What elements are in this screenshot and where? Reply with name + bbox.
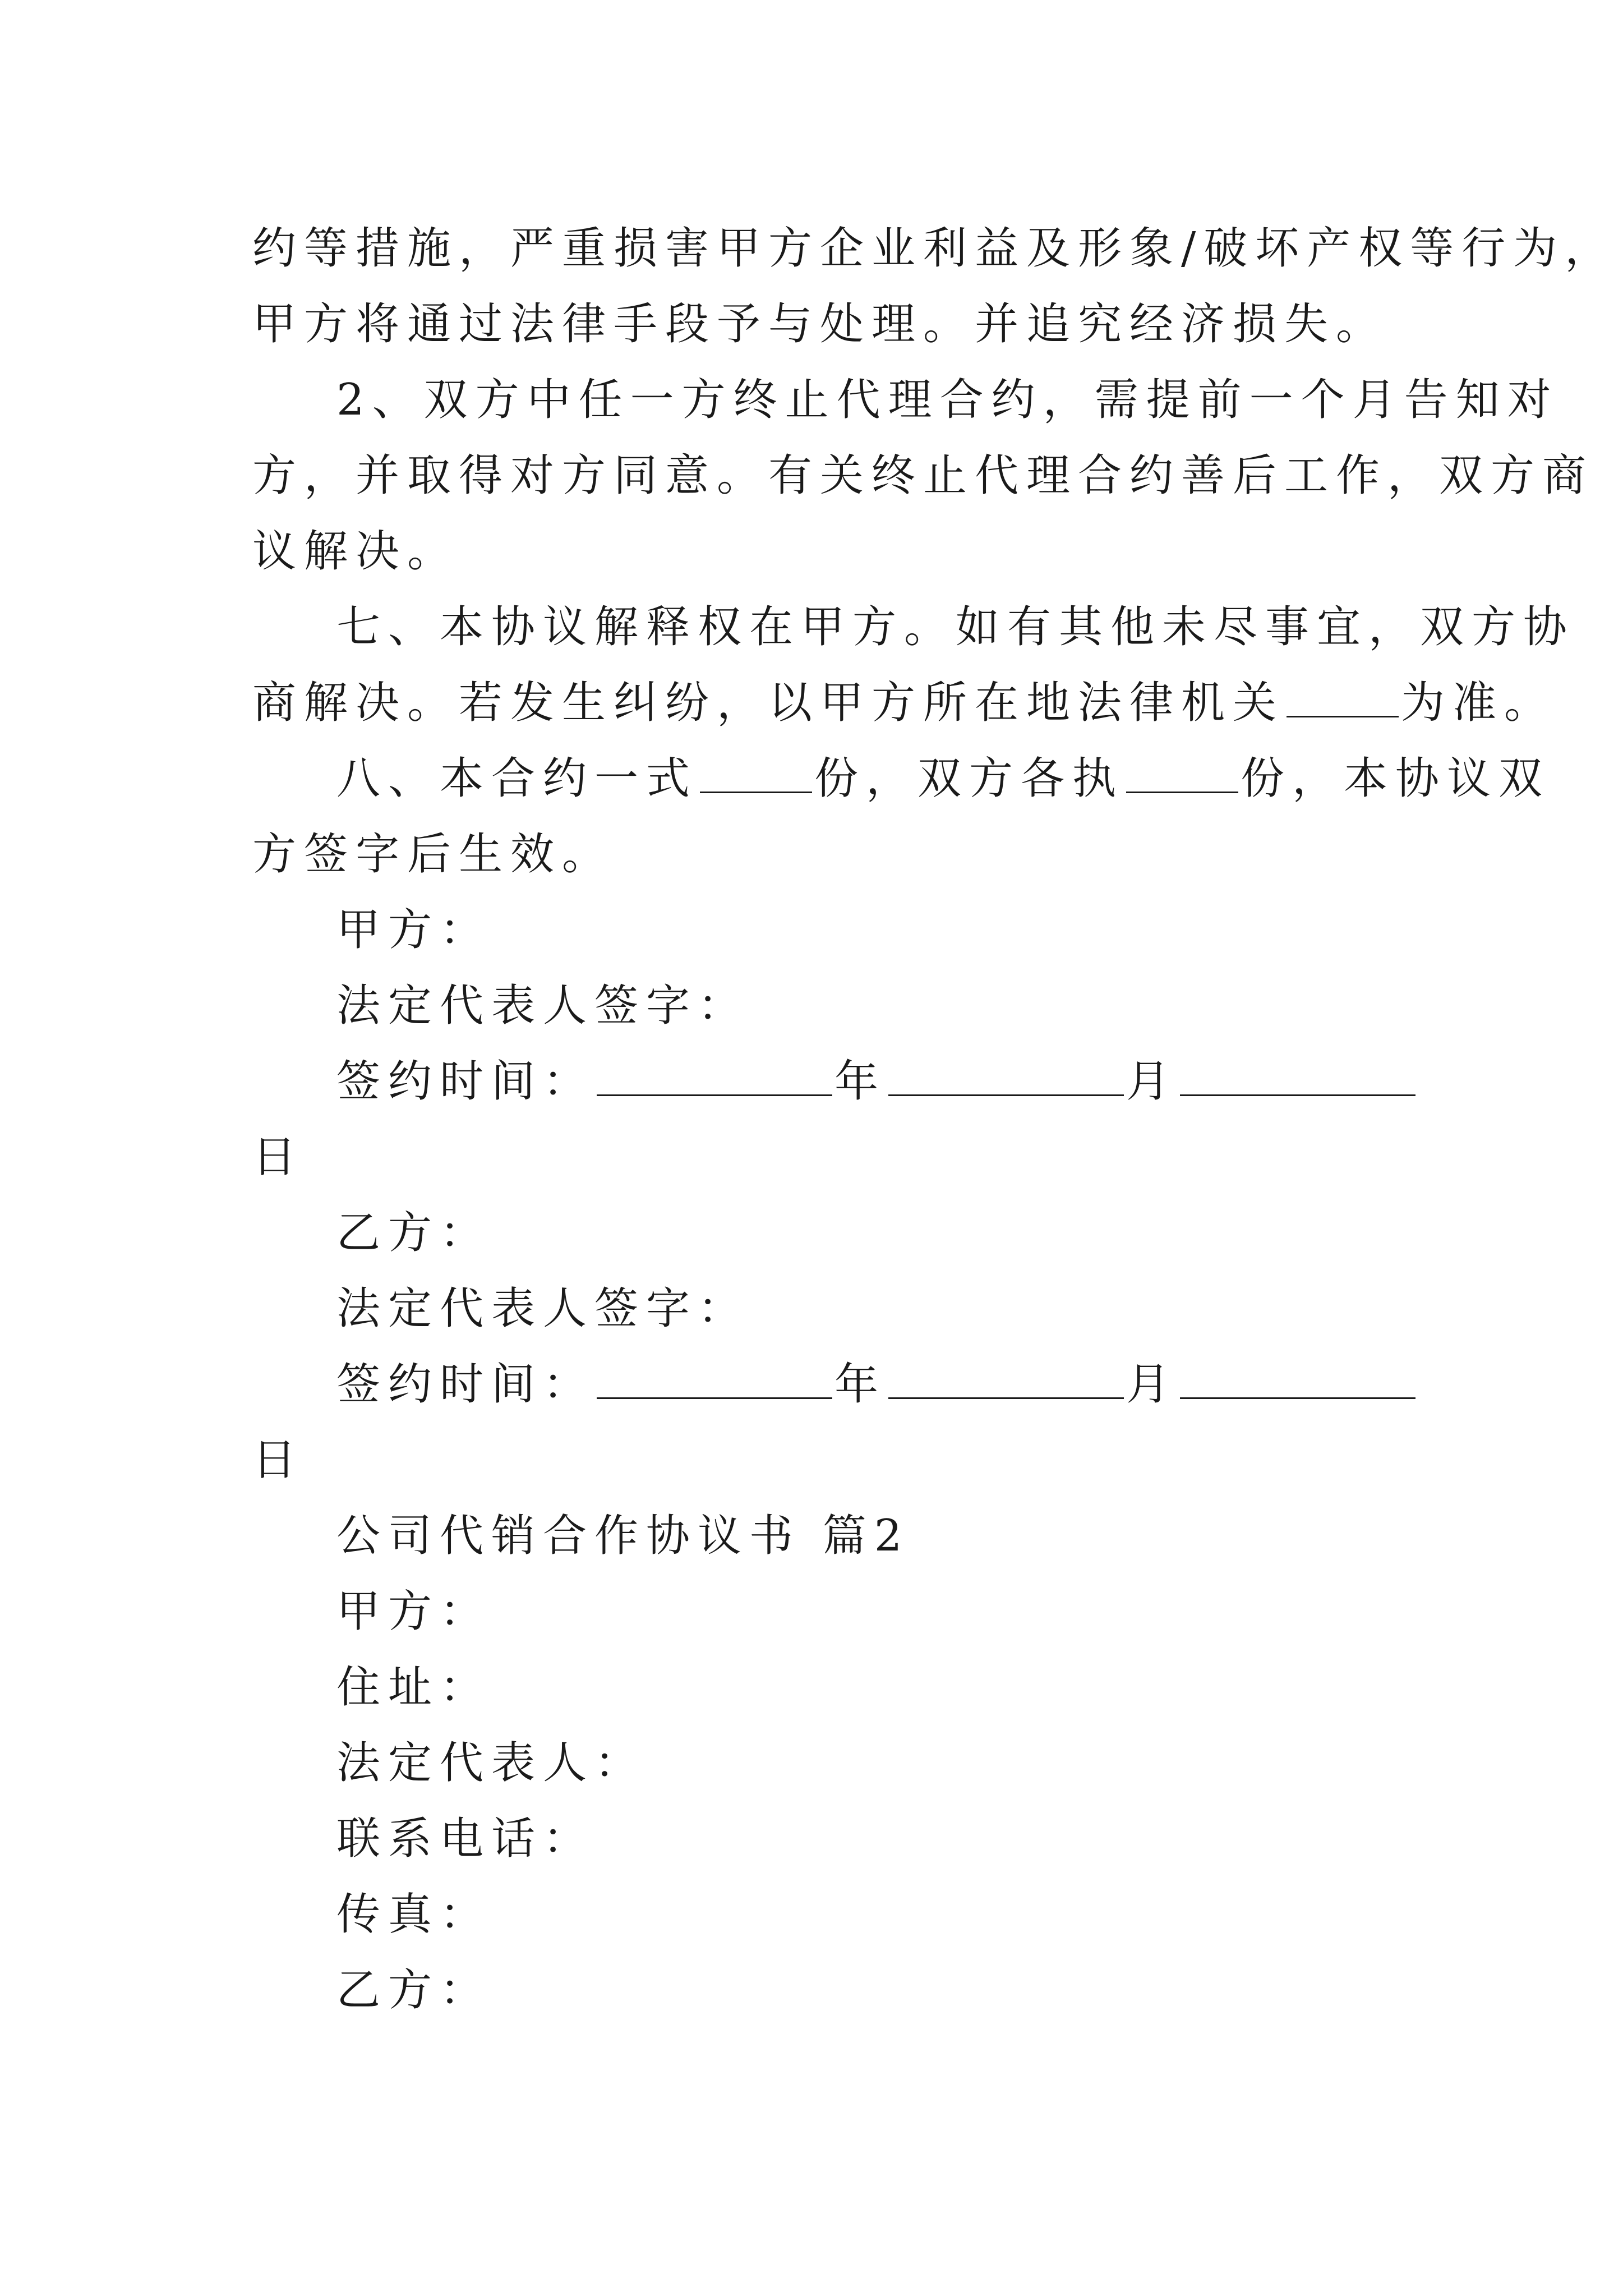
sign-date-label: 签约时间：: [336, 1056, 595, 1107]
fill-blank: [1287, 681, 1399, 717]
clause-8-text: 份，本协议双: [1241, 753, 1551, 804]
fill-blank: [888, 1060, 1124, 1096]
section2-party-a: 甲方：: [336, 1586, 492, 1637]
party-a-sign-date: [336, 1053, 1418, 1110]
section2-address: 住址：: [336, 1662, 492, 1713]
fill-blank: [597, 1363, 832, 1399]
fill-blank: [700, 757, 812, 793]
section-title: 公司代销合作协议书 篇2: [336, 1511, 910, 1561]
clause-2-line: 议解决。: [252, 526, 459, 577]
paragraph-line: 约等措施，严重损害甲方企业利益及形象/破坏产权等行为，: [252, 223, 1617, 274]
party-b-sign-date: [336, 1356, 1418, 1412]
clause-7-text: 为准。: [1401, 678, 1556, 728]
clause-8-line: 方签字后生效。: [252, 829, 614, 880]
fill-blank: [1180, 1363, 1415, 1399]
party-b-rep-signature: 法定代表人签字：: [336, 1283, 750, 1334]
fill-blank: [597, 1060, 832, 1096]
fill-blank: [1180, 1060, 1415, 1096]
section2-phone: 联系电话：: [336, 1814, 595, 1864]
year-label: 年: [834, 1359, 887, 1410]
sign-date-label: 签约时间：: [336, 1359, 595, 1410]
clause-2-line: 2、双方中任一方终止代理合约，需提前一个月告知对: [336, 375, 1559, 425]
month-label: 月: [1126, 1359, 1178, 1410]
section2-party-b: 乙方：: [336, 1965, 492, 2016]
clause-8-line: [336, 751, 1550, 807]
clause-7-line: [252, 675, 1556, 731]
month-label: 月: [1126, 1056, 1178, 1107]
fill-blank: [888, 1363, 1124, 1399]
paragraph-line: 甲方将通过法律手段予与处理。并追究经济损失。: [252, 299, 1388, 349]
fill-blank: [1126, 757, 1238, 793]
clause-7-line: 七、本协议解释权在甲方。如有其他未尽事宜，双方协: [336, 602, 1575, 652]
day-label: 日: [252, 1132, 305, 1182]
day-label: 日: [252, 1435, 305, 1485]
clause-8-text: 份，双方各执: [814, 753, 1124, 804]
clause-8-text: 八、本合约一式: [336, 753, 698, 804]
party-a-label: 甲方：: [336, 905, 492, 955]
clause-2-line: 方，并取得对方同意。有关终止代理合约善后工作，双方商: [252, 450, 1594, 501]
clause-7-text: 商解决。若发生纠纷，以甲方所在地法律机关: [252, 678, 1285, 728]
party-a-rep-signature: 法定代表人签字：: [336, 981, 750, 1031]
year-label: 年: [834, 1056, 887, 1107]
section2-fax: 传真：: [336, 1889, 492, 1940]
section2-legal-rep: 法定代表人：: [336, 1738, 647, 1788]
party-b-label: 乙方：: [336, 1208, 492, 1258]
